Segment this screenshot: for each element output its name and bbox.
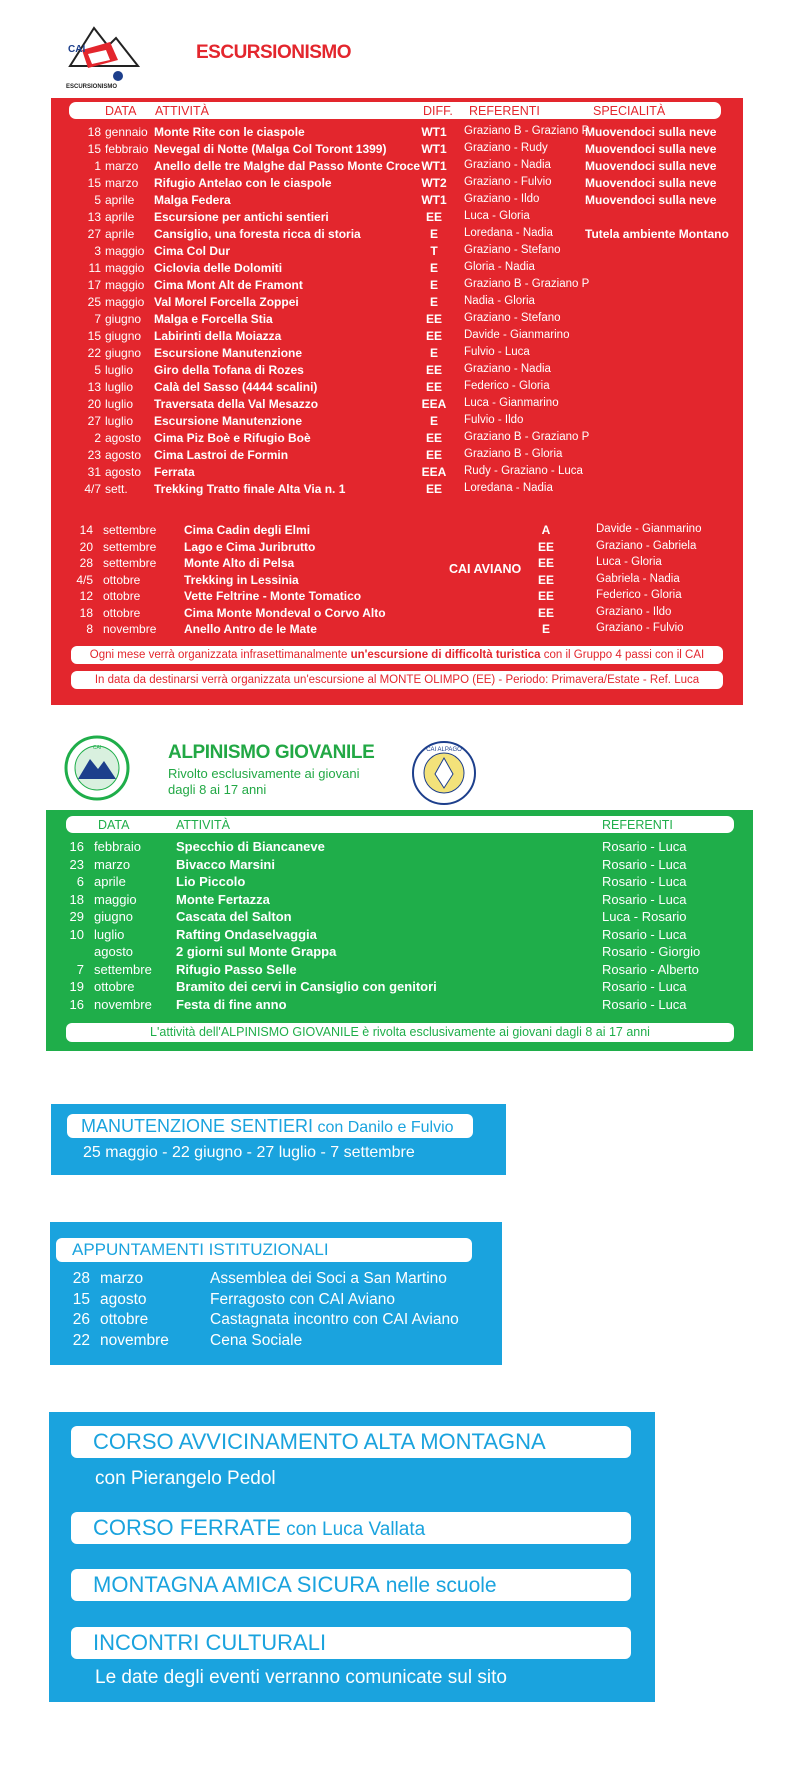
row-difficulty: EE [425, 431, 442, 445]
row-activity: Val Morel Forcella Zoppei [154, 295, 299, 309]
row-referenti: Luca - Rosario [602, 909, 687, 924]
row-month: maggio [94, 891, 137, 907]
table-row [51, 295, 743, 312]
row-month: settembre [103, 556, 157, 570]
row-specialita: Muovendoci sulla neve [585, 159, 717, 173]
row-referenti: Rosario - Luca [602, 856, 687, 872]
row-difficulty: A [541, 523, 551, 537]
escursionismo-aviano-table [51, 520, 743, 705]
row-referenti: Rosario - Alberto [602, 961, 699, 977]
table-row [51, 244, 743, 261]
row-month: novembre [94, 996, 152, 1012]
row-day: 15 [87, 176, 101, 190]
row-difficulty: E [429, 278, 438, 292]
table-row [51, 176, 743, 193]
appuntamento-month: marzo [100, 1270, 144, 1287]
table-row [51, 397, 743, 414]
row-month: settembre [94, 961, 152, 977]
escursionismo-table [51, 98, 743, 520]
row-difficulty: WT1 [421, 125, 447, 139]
row-activity: Cansiglio, una foresta ricca di storia [154, 227, 361, 241]
row-activity: Trekking Tratto finale Alta Via n. 1 [154, 482, 346, 496]
note1-bold: un'escursione di difficoltà turistica [350, 649, 541, 661]
row-day: 5 [94, 363, 101, 377]
header-data: DATA [105, 104, 137, 118]
list-item [50, 1270, 500, 1290]
g-header-referenti: REFERENTI [602, 818, 673, 832]
row-month: luglio [94, 926, 125, 942]
alpinismo-giovanile-logo [64, 735, 130, 801]
header-specialita: SPECIALITÀ [593, 104, 666, 118]
row-referenti: Graziano - Stefano [464, 244, 561, 256]
row-day: 20 [87, 397, 101, 411]
table-row [51, 329, 743, 346]
row-month: maggio [105, 278, 145, 292]
row-difficulty: E [429, 414, 438, 428]
row-activity: Calà del Sasso (4444 scalini) [154, 380, 318, 394]
row-difficulty: E [429, 346, 438, 360]
table-row [51, 448, 743, 465]
appuntamento-day: 26 [72, 1311, 90, 1328]
row-activity: Rifugio Passo Selle [176, 961, 297, 977]
table-row [46, 857, 753, 874]
table-row [51, 573, 743, 590]
header-attivita: ATTIVITÀ [155, 104, 209, 118]
row-month: settembre [103, 539, 157, 554]
row-activity: Cima Mont Alt de Framont [154, 278, 303, 292]
table-row [51, 589, 743, 606]
logo-cai-text: CAI [68, 44, 86, 55]
row-activity: Nevegal di Notte (Malga Col Toront 1399) [154, 142, 387, 156]
table-row [46, 909, 753, 926]
table-header [69, 102, 721, 119]
table-row [46, 944, 753, 961]
row-referenti: Graziano - Rudy [464, 142, 548, 154]
montagna-amica-title: MONTAGNA AMICA SICURA [93, 1572, 380, 1597]
row-day: 19 [69, 979, 84, 994]
row-day: 23 [69, 856, 84, 872]
row-activity: Festa di fine anno [176, 996, 287, 1012]
corsi-box [49, 1412, 655, 1702]
table-row [46, 874, 753, 891]
appuntamento-event: Cena Sociale [210, 1331, 303, 1349]
logo1-text: CAI [92, 745, 102, 751]
row-month: giugno [105, 312, 142, 326]
table-row [51, 159, 743, 176]
row-month: ottobre [103, 605, 141, 620]
row-day: 2 [94, 431, 101, 445]
table-row [51, 606, 743, 623]
row-month: agosto [105, 465, 142, 479]
row-activity: Ciclovia delle Dolomiti [154, 261, 283, 275]
row-day: 27 [87, 227, 101, 241]
row-month: giugno [94, 909, 134, 924]
table-row [51, 380, 743, 397]
row-difficulty: EE [425, 210, 442, 224]
giovanile-subtitle-1: Rivolto esclusivamente ai giovani [168, 766, 360, 781]
row-referenti: Rosario - Luca [602, 996, 687, 1012]
incontri-culturali-title: INCONTRI CULTURALI [93, 1630, 327, 1655]
manutenzione-subtitle: con Danilo e Fulvio [313, 1119, 454, 1136]
row-month: luglio [105, 397, 134, 411]
appuntamento-day: 28 [72, 1270, 90, 1287]
appuntamento-month: novembre [100, 1331, 169, 1349]
row-specialita: Tutela ambiente Montano [585, 227, 729, 241]
appuntamento-month: ottobre [100, 1311, 149, 1328]
row-activity: Cima Monte Mondeval o Corvo Alto [184, 605, 386, 620]
row-referenti: Loredana - Nadia [464, 482, 553, 494]
row-difficulty: EE [537, 572, 554, 587]
giovanile-footer-text: L'attività dell'ALPINISMO GIOVANILE è rivolta esclusivamente ai giovani dagli 8 ai 17 anni [150, 1025, 650, 1039]
table-row [46, 927, 753, 944]
row-difficulty: E [429, 261, 438, 275]
table-row [46, 997, 753, 1014]
row-day: 7 [76, 961, 84, 977]
row-month: maggio [105, 244, 145, 258]
row-month: maggio [105, 261, 145, 275]
row-difficulty: T [430, 244, 438, 258]
corso-avvicinamento-bar [71, 1426, 631, 1458]
row-activity: Rafting Ondaselvaggia [176, 926, 317, 942]
row-day: 13 [87, 210, 101, 224]
row-activity: Giro della Tofana di Rozes [154, 363, 304, 377]
row-activity: Bivacco Marsini [176, 856, 275, 872]
row-day: 20 [79, 539, 93, 554]
row-difficulty: EE [425, 363, 442, 377]
logo-sub-text: ESCURSIONISMO [66, 84, 118, 90]
row-referenti: Graziano - Fulvio [596, 622, 684, 634]
row-day: 27 [87, 414, 101, 428]
row-difficulty: EEA [421, 397, 447, 411]
row-day: 4/5 [76, 572, 93, 587]
row-month: aprile [105, 193, 135, 207]
note1-pre: Ogni mese verrà organizzata infrasettimanalmente [89, 649, 351, 661]
row-referenti: Graziano B - Graziano P [464, 125, 590, 137]
row-difficulty: EEA [421, 465, 447, 479]
table-row [51, 556, 743, 573]
row-activity: 2 giorni sul Monte Grappa [176, 944, 337, 959]
table-row [51, 142, 743, 159]
row-difficulty: EE [537, 589, 554, 603]
table-row [51, 414, 743, 431]
row-month: ottobre [94, 979, 135, 994]
manutenzione-dates: 25 maggio - 22 giugno - 27 luglio - 7 settembre [83, 1144, 415, 1161]
row-day: 6 [76, 874, 84, 889]
row-month: settembre [103, 523, 157, 537]
row-difficulty: E [541, 622, 550, 636]
table-row [51, 465, 743, 482]
table-row [51, 193, 743, 210]
manutenzione-title-bar [67, 1114, 473, 1138]
appuntamento-event: Assemblea dei Soci a San Martino [210, 1270, 447, 1287]
row-month: agosto [94, 944, 134, 959]
row-day: 17 [87, 278, 101, 292]
row-referenti: Graziano - Ildo [464, 193, 540, 205]
row-activity: Escursione Manutenzione [154, 414, 303, 428]
row-difficulty: EE [425, 312, 442, 326]
cai-alpago-logo [411, 740, 477, 806]
row-activity: Cima Cadin degli Elmi [184, 523, 311, 537]
row-day: 16 [69, 996, 84, 1012]
row-day: 3 [94, 244, 101, 258]
row-referenti: Luca - Gianmarino [464, 397, 559, 409]
row-day: 14 [79, 523, 93, 537]
note-monte-olimpo [71, 671, 723, 689]
row-month: ottobre [103, 589, 141, 603]
row-difficulty: EE [425, 380, 442, 394]
appuntamento-day: 15 [72, 1290, 90, 1308]
row-activity: Trekking in Lessinia [184, 572, 299, 587]
table-row [51, 125, 743, 142]
row-activity: Cascata del Salton [176, 909, 292, 924]
row-day: 10 [69, 926, 84, 942]
row-activity: Specchio di Biancaneve [176, 839, 325, 854]
istituzionali-title: APPUNTAMENTI ISTITUZIONALI [72, 1240, 329, 1259]
table-row [51, 363, 743, 380]
row-difficulty: E [429, 295, 438, 309]
table-row [51, 482, 743, 499]
row-month: marzo [105, 159, 139, 173]
header-diff: DIFF. [423, 104, 453, 118]
row-specialita: Muovendoci sulla neve [585, 142, 717, 156]
row-difficulty: E [429, 227, 438, 241]
row-month: aprile [94, 874, 126, 889]
corsi-footer: Le date degli eventi verranno comunicate sul sito [95, 1667, 507, 1688]
corso-ferrate-bar [71, 1512, 631, 1544]
row-day: 22 [87, 346, 101, 360]
table-row [46, 839, 753, 856]
row-month: aprile [105, 210, 135, 224]
row-specialita: Muovendoci sulla neve [585, 193, 717, 207]
row-day: 18 [79, 605, 93, 620]
giovanile-table-header [66, 816, 734, 833]
table-row [51, 278, 743, 295]
manutenzione-title: MANUTENZIONE SENTIERI [81, 1116, 314, 1136]
row-referenti: Graziano - Stefano [464, 312, 561, 324]
row-referenti: Rudy - Graziano - Luca [464, 465, 583, 477]
row-referenti: Federico - Gloria [464, 380, 550, 392]
row-day: 11 [88, 261, 101, 275]
row-day: 8 [86, 622, 93, 636]
row-referenti: Graziano - Nadia [464, 363, 551, 375]
row-referenti: Davide - Gianmarino [464, 329, 570, 341]
table-row [51, 261, 743, 278]
row-difficulty: WT2 [421, 176, 447, 190]
row-activity: Anello Antro de le Mate [184, 622, 317, 636]
incontri-culturali-bar [71, 1627, 631, 1659]
row-referenti: Rosario - Luca [602, 926, 687, 942]
table-row [51, 312, 743, 329]
row-referenti: Rosario - Luca [602, 979, 687, 994]
row-referenti: Luca - Gloria [464, 210, 530, 222]
row-month: luglio [105, 414, 134, 428]
montagna-amica-bar [71, 1569, 631, 1601]
corso-avvicinamento-title: CORSO AVVICINAMENTO ALTA MONTAGNA [93, 1429, 546, 1454]
manutenzione-box [51, 1104, 506, 1175]
appuntamento-event: Castagnata incontro con CAI Aviano [210, 1311, 459, 1328]
row-day: 28 [79, 556, 93, 570]
table-row [51, 540, 743, 557]
row-day: 1 [94, 159, 101, 173]
cai-escursionismo-logo [64, 20, 142, 92]
table-row [51, 431, 743, 448]
row-referenti: Graziano - Fulvio [464, 176, 552, 188]
row-referenti: Graziano B - Graziano P [464, 431, 590, 443]
row-activity: Traversata della Val Mesazzo [154, 397, 319, 411]
row-day: 29 [69, 909, 84, 924]
row-referenti: Fulvio - Luca [464, 346, 530, 358]
note2-text: In data da destinarsi verrà organizzata un'escursione al MONTE OLIMPO (EE) - Periodo: Primavera/Estate - Ref. Luca [94, 674, 700, 686]
row-month: maggio [105, 295, 145, 309]
row-activity: Monte Rite con le ciaspole [154, 125, 305, 139]
g-header-attivita: ATTIVITÀ [176, 818, 230, 832]
row-activity: Rifugio Antelao con le ciaspole [154, 176, 332, 190]
row-day: 31 [87, 465, 101, 479]
row-month: gennaio [105, 125, 148, 139]
row-day: 18 [69, 891, 84, 907]
row-activity: Monte Fertazza [176, 891, 270, 907]
table-row [46, 892, 753, 909]
row-month: aprile [105, 227, 135, 241]
list-item [50, 1291, 500, 1311]
row-day: 25 [87, 295, 101, 309]
istituzionali-box [50, 1222, 502, 1365]
row-activity: Bramito dei cervi in Cansiglio con genitori [176, 979, 437, 994]
appuntamento-event: Ferragosto con CAI Aviano [210, 1290, 395, 1308]
note-turistica [71, 646, 723, 664]
row-referenti: Graziano - Gabriela [596, 539, 697, 552]
row-month: ottobre [103, 572, 141, 587]
escursionismo-title: ESCURSIONISMO [196, 42, 352, 63]
list-item [50, 1311, 500, 1331]
row-month: marzo [94, 856, 131, 872]
table-row [51, 346, 743, 363]
row-referenti: Graziano - Ildo [596, 605, 672, 618]
row-activity: Malga e Forcella Stia [154, 312, 273, 326]
giovanile-subtitle-2: dagli 8 ai 17 anni [168, 782, 267, 797]
row-referenti: Federico - Gloria [596, 589, 682, 601]
row-referenti: Rosario - Giorgio [602, 944, 701, 959]
table-row [51, 523, 743, 540]
row-month: febbraio [105, 142, 149, 156]
row-difficulty: WT1 [421, 159, 447, 173]
corso-avvicinamento-sub: con Pierangelo Pedol [95, 1468, 276, 1489]
row-month: sett. [105, 482, 128, 496]
list-item [50, 1332, 500, 1352]
row-month: marzo [105, 176, 139, 190]
giovanile-footer [66, 1023, 734, 1042]
row-referenti: Rosario - Luca [602, 874, 687, 889]
row-month: giugno [105, 329, 142, 343]
row-activity: Monte Alto di Pelsa [184, 556, 295, 570]
row-month: agosto [105, 431, 142, 445]
cai-aviano-label: CAI AVIANO [449, 562, 522, 576]
corso-ferrate-title: CORSO FERRATE [93, 1515, 281, 1540]
logo2-text: CAI ALPAGO [426, 747, 462, 753]
row-referenti: Gabriela - Nadia [596, 572, 680, 585]
row-month: luglio [105, 380, 134, 394]
row-day: 13 [87, 380, 101, 394]
row-referenti: Graziano B - Gloria [464, 448, 563, 460]
row-activity: Escursione Manutenzione [154, 346, 303, 360]
row-activity: Anello delle tre Malghe dal Passo Monte Croce [154, 159, 421, 173]
row-day: 4/7 [84, 482, 101, 496]
row-difficulty: EE [425, 329, 442, 343]
row-activity: Ferrata [154, 465, 195, 479]
row-difficulty: EE [425, 448, 442, 462]
row-month: agosto [105, 448, 142, 462]
appuntamento-day: 22 [72, 1331, 90, 1349]
table-row [46, 979, 753, 996]
row-month: febbraio [94, 839, 141, 854]
giovanile-table [46, 810, 753, 1051]
table-row [46, 962, 753, 979]
row-difficulty: EE [537, 605, 554, 620]
row-month: luglio [105, 363, 134, 377]
row-activity: Vette Feltrine - Monte Tomatico [184, 589, 362, 603]
row-activity: Malga Federa [154, 193, 231, 207]
row-month: giugno [105, 346, 142, 360]
appuntamento-month: agosto [100, 1290, 147, 1308]
row-activity: Escursione per antichi sentieri [154, 210, 329, 224]
row-day: 15 [87, 329, 101, 343]
row-difficulty: WT1 [421, 142, 447, 156]
row-referenti: Loredana - Nadia [464, 227, 553, 239]
row-difficulty: EE [537, 539, 554, 554]
g-header-data: DATA [98, 818, 130, 832]
row-referenti: Gloria - Nadia [464, 261, 535, 273]
istituzionali-title-bar [56, 1238, 472, 1262]
row-difficulty: EE [537, 556, 554, 570]
row-referenti: Luca - Gloria [596, 556, 662, 568]
row-referenti: Graziano - Nadia [464, 159, 551, 171]
row-month: novembre [103, 622, 157, 636]
row-day: 5 [94, 193, 101, 207]
table-row [51, 210, 743, 227]
header-referenti: REFERENTI [469, 104, 540, 118]
row-difficulty: EE [425, 482, 442, 496]
row-day: 16 [69, 839, 84, 854]
row-referenti: Fulvio - Ildo [464, 414, 524, 426]
row-activity: Lio Piccolo [176, 874, 246, 889]
row-referenti: Nadia - Gloria [464, 295, 535, 307]
note1-post: con il Gruppo 4 passi con il CAI [540, 649, 705, 661]
row-day: 15 [87, 142, 101, 156]
row-referenti: Rosario - Luca [602, 839, 687, 854]
table-row [51, 227, 743, 244]
row-referenti: Rosario - Luca [602, 891, 687, 907]
row-day: 7 [94, 312, 101, 326]
row-difficulty: WT1 [421, 193, 447, 207]
row-referenti: Davide - Gianmarino [596, 523, 702, 535]
row-day: 18 [87, 125, 101, 139]
row-activity: Cima Lastroi de Formin [154, 448, 289, 462]
row-activity: Cima Col Dur [154, 244, 231, 258]
corso-ferrate-sub: con Luca Vallata [280, 1519, 426, 1540]
row-activity: Labirinti della Moiazza [154, 329, 282, 343]
row-specialita: Muovendoci sulla neve [585, 125, 717, 139]
row-referenti: Graziano B - Graziano P [464, 278, 590, 290]
montagna-amica-sub: nelle scuole [379, 1574, 497, 1597]
row-activity: Lago e Cima Juribrutto [184, 539, 316, 554]
table-row [51, 622, 743, 639]
row-day: 23 [87, 448, 101, 462]
row-specialita: Muovendoci sulla neve [585, 176, 717, 190]
row-day: 12 [79, 589, 93, 603]
alpinismo-giovanile-title: ALPINISMO GIOVANILE [168, 742, 375, 763]
row-activity: Cima Piz Boè e Rifugio Boè [154, 431, 311, 445]
